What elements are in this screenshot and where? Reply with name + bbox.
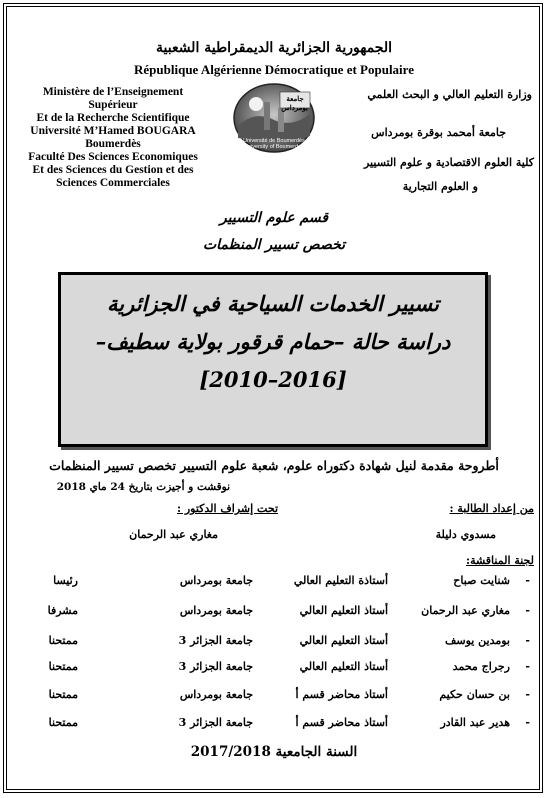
logo-fr-line: Université de Boumerdès: [243, 138, 305, 144]
thesis-title-box: [58, 272, 488, 447]
committee-member-role: رئيسا: [53, 574, 78, 587]
committee-member-role: ممتحنا: [48, 660, 78, 673]
committee-member-role: ممتحنا: [48, 634, 78, 647]
title-line-1: تسيير الخدمات السياحية في الجزائرية: [107, 291, 439, 316]
committee-member-rank: أستاذ محاضر قسم أ: [295, 716, 388, 729]
committee-member-name: بومدين يوسف: [444, 634, 510, 647]
ministry-arabic: وزارة التعليم العالي و البحث العلمي: [367, 88, 532, 101]
fr-line: Et des Sciences du Gestion et des: [32, 164, 194, 176]
committee-member-university: جامعة بومرداس: [179, 574, 253, 587]
committee-member-university: جامعة بومرداس: [179, 688, 253, 701]
department-title: قسم علوم التسيير: [219, 210, 329, 226]
academic-year: السنة الجامعية 2017/2018: [190, 744, 358, 760]
committee-bullet: -: [525, 688, 530, 701]
committee-member-university: جامعة الجزائر 3: [178, 660, 253, 673]
title-line-3: [2010–2016]: [199, 367, 347, 392]
fr-line: Supérieur: [88, 99, 138, 111]
committee-row: [0, 688, 548, 710]
fr-line: Ministère de l’Enseignement: [42, 86, 184, 98]
fr-line: Faculté Des Sciences Economiques: [28, 151, 198, 163]
committee-member-university: جامعة الجزائر 3: [178, 634, 253, 647]
supervisor-label: تحت إشراف الدكتور :: [176, 502, 278, 515]
committee-bullet: -: [525, 634, 530, 647]
committee-bullet: -: [525, 716, 530, 729]
committee-row: [0, 604, 548, 626]
committee-bullet: -: [525, 574, 530, 587]
logo-fr-line: University of Boumerdes: [244, 144, 304, 150]
student-name: مسدوي دليلة: [435, 528, 496, 541]
committee-row: [0, 574, 548, 596]
committee-member-name: شنايت صباح: [453, 574, 510, 587]
committee-row: [0, 716, 548, 738]
committee-member-rank: أستاذ التعليم العالي: [299, 604, 388, 617]
fr-line: Sciences Commerciales: [56, 177, 170, 189]
committee-member-rank: أستاذة التعليم العالي: [293, 574, 388, 587]
committee-member-name: بن حسان حكيم: [439, 688, 510, 701]
fr-line: Boumerdès: [85, 138, 141, 150]
logo-french-text: [224, 138, 324, 150]
committee-member-name: هدير عبد القادر: [440, 716, 510, 729]
committee-member-name: رجراج محمد: [452, 660, 510, 673]
supervisor-name: مغاري عبد الرحمان: [129, 528, 218, 541]
faculty-arabic-1: كلية العلوم الاقتصادية و علوم التسيير: [363, 156, 534, 169]
logo-arabic-text: جامعة بومرداس: [281, 94, 308, 112]
fr-line: Université M’Hamed BOUGARA: [30, 125, 196, 137]
republic-french: République Algérienne Démocratique et Populaire: [134, 62, 414, 77]
committee-member-rank: أستاذ التعليم العالي: [299, 660, 388, 673]
committee-bullet: -: [525, 604, 530, 617]
republic-arabic: الجمهورية الجزائرية الديمقراطية الشعبية: [155, 40, 392, 56]
thesis-description: أطروحة مقدمة لنيل شهادة دكتوراه علوم، شعبة علوم التسيير تخصص تسيير المنظمات: [49, 458, 499, 473]
committee-member-university: جامعة بومرداس: [179, 604, 253, 617]
university-arabic: جامعة أمحمد بوقرة بومرداس: [371, 126, 506, 139]
committee-row: [0, 634, 548, 656]
fr-line: Et de la Recherche Scientifique: [36, 112, 190, 124]
committee-member-university: جامعة الجزائر 3: [178, 716, 253, 729]
committee-member-role: مشرفا: [47, 604, 78, 617]
title-line-2: دراسة حالة –حمام قرقور بولاية سطيف–: [95, 329, 451, 354]
committee-row: [0, 660, 548, 682]
ministry-french-block: [18, 86, 208, 190]
committee-label: لجنة المناقشة:: [466, 554, 534, 567]
defense-date: نوقشت و أجيزت بتاريخ 24 ماي 2018: [56, 481, 230, 493]
committee-member-role: ممتحنا: [48, 688, 78, 701]
specialty-title: تخصص تسيير المنظمات: [202, 237, 346, 253]
committee-bullet: -: [525, 660, 530, 673]
university-logo: [224, 80, 324, 160]
faculty-arabic-2: و العلوم التجارية: [402, 180, 478, 193]
committee-member-role: ممتحنا: [48, 716, 78, 729]
committee-member-rank: أستاذ محاضر قسم أ: [295, 688, 388, 701]
committee-member-name: مغاري عبد الرحمان: [421, 604, 510, 617]
prepared-by-label: من إعداد الطالبة :: [449, 502, 534, 515]
committee-member-rank: أستاذ التعليم العالي: [299, 634, 388, 647]
